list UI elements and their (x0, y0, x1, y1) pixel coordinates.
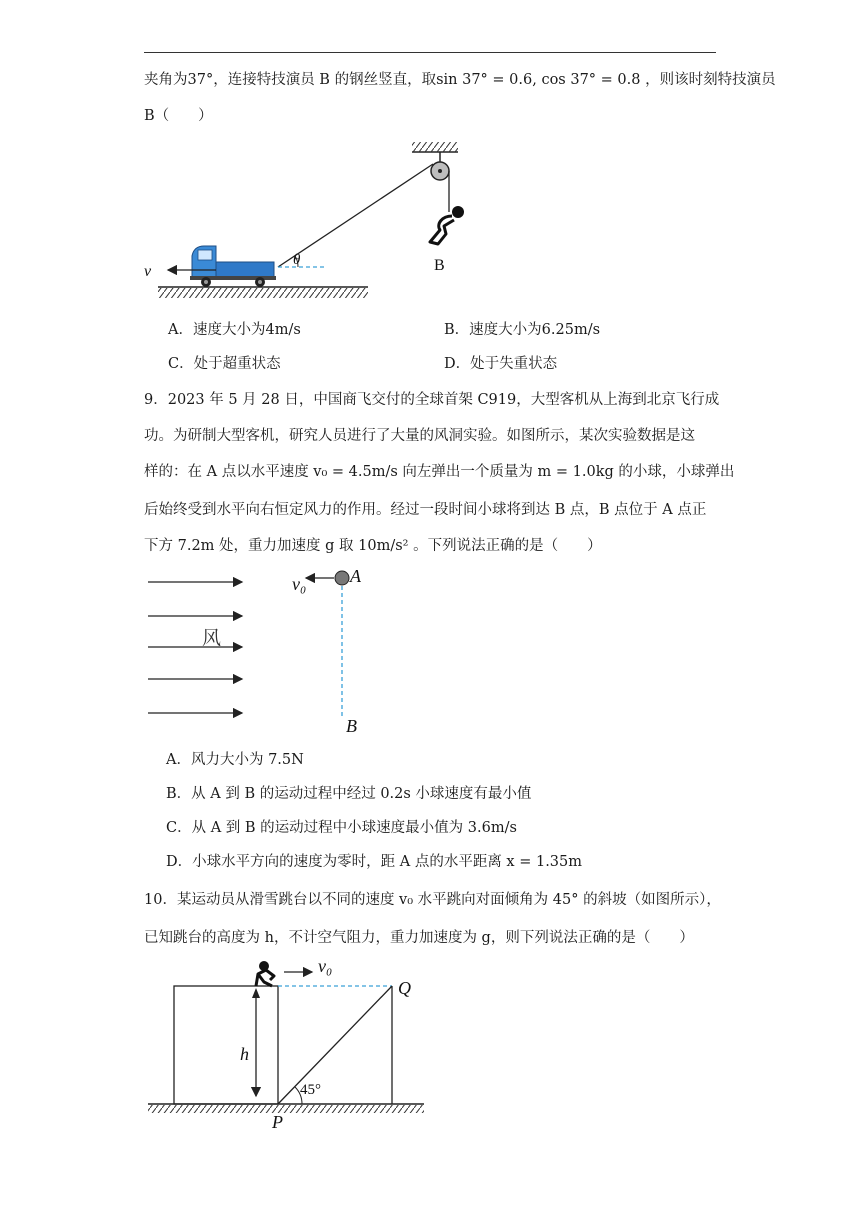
q8-stem-line2: B（ ） (144, 108, 213, 124)
skier-figure (256, 961, 274, 986)
q8-figure (140, 132, 460, 312)
ground (158, 287, 368, 298)
q9-stem-line1: 9．2023 年 5 月 28 日，中国商飞交付的全球首架 C919，大型客机从上海到北京飞行成 (144, 392, 720, 408)
label-wind: 风 (202, 628, 222, 649)
label-h: h (240, 1044, 249, 1064)
q9-option-b: B．从 A 到 B 的运动过程中经过 0.2s 小球速度有最小值 (166, 786, 532, 802)
ground (148, 1104, 424, 1113)
q10-stem-line2: 已知跳台的高度为 h，不计空气阻力，重力加速度为 g，则下列说法正确的是（ ） (144, 930, 694, 946)
q10-figure (144, 956, 444, 1136)
q9-figure (140, 560, 380, 740)
label-v: v (144, 263, 152, 280)
performer-b-figure (430, 206, 464, 244)
q9-stem-line3: 样的：在 A 点以水平速度 v₀ = 4.5m/s 向左弹出一个质量为 m = 1.0kg 的小球，小球弹出 (144, 464, 735, 480)
rope-to-truck (278, 164, 433, 267)
header-rule (144, 52, 716, 53)
ball (335, 571, 349, 585)
q9-stem-line5: 下方 7.2m 处，重力加速度 g 取 10m/s² 。下列说法正确的是（ ） (144, 538, 602, 554)
q8-option-c: C．处于超重状态 (168, 356, 281, 372)
label-q: Q (398, 978, 411, 998)
ski-platform (174, 986, 278, 1104)
q9-option-c: C．从 A 到 B 的运动过程中小球速度最小值为 3.6m/s (166, 820, 517, 836)
q10-stem-line1: 10．某运动员从滑雪跳台以不同的速度 v₀ 水平跳向对面倾角为 45° 的斜坡（如图所示）， (144, 892, 721, 908)
label-v0: v₀ (292, 574, 307, 594)
label-a: A (350, 566, 361, 586)
label-theta: θ (293, 252, 301, 268)
label-v0: v₀ (318, 956, 333, 976)
ceiling-support (412, 142, 458, 162)
q9-stem-line2: 功。为研制大型客机，研究人员进行了大量的风洞实验。如图所示，某次实验数据是这 (144, 428, 695, 444)
label-b: B (346, 716, 357, 736)
q8-option-b: B．速度大小为6.25m/s (444, 322, 601, 338)
truck (190, 246, 276, 287)
q8-option-a: A．速度大小为4m/s (168, 322, 301, 338)
wind-arrows (148, 582, 242, 713)
q9-stem-line4: 后始终受到水平向右恒定风力的作用。经过一段时间小球将到达 B 点，B 点位于 A 点正 (144, 502, 707, 518)
slope (278, 986, 392, 1104)
label-b: B (434, 257, 445, 274)
q8-stem-line1: 夹角为37°，连接特技演员 B 的钢丝竖直，取sin 37° = 0.6, cos 37° = 0.8 ，则该时刻特技演员 (144, 72, 776, 88)
label-p: P (272, 1112, 283, 1132)
q9-option-a: A．风力大小为 7.5N (166, 752, 304, 768)
q9-option-d: D．小球水平方向的速度为零时，距 A 点的水平距离 x = 1.35m (166, 854, 583, 870)
q8-option-d: D．处于失重状态 (444, 356, 558, 372)
label-angle: 45° (300, 1082, 321, 1098)
